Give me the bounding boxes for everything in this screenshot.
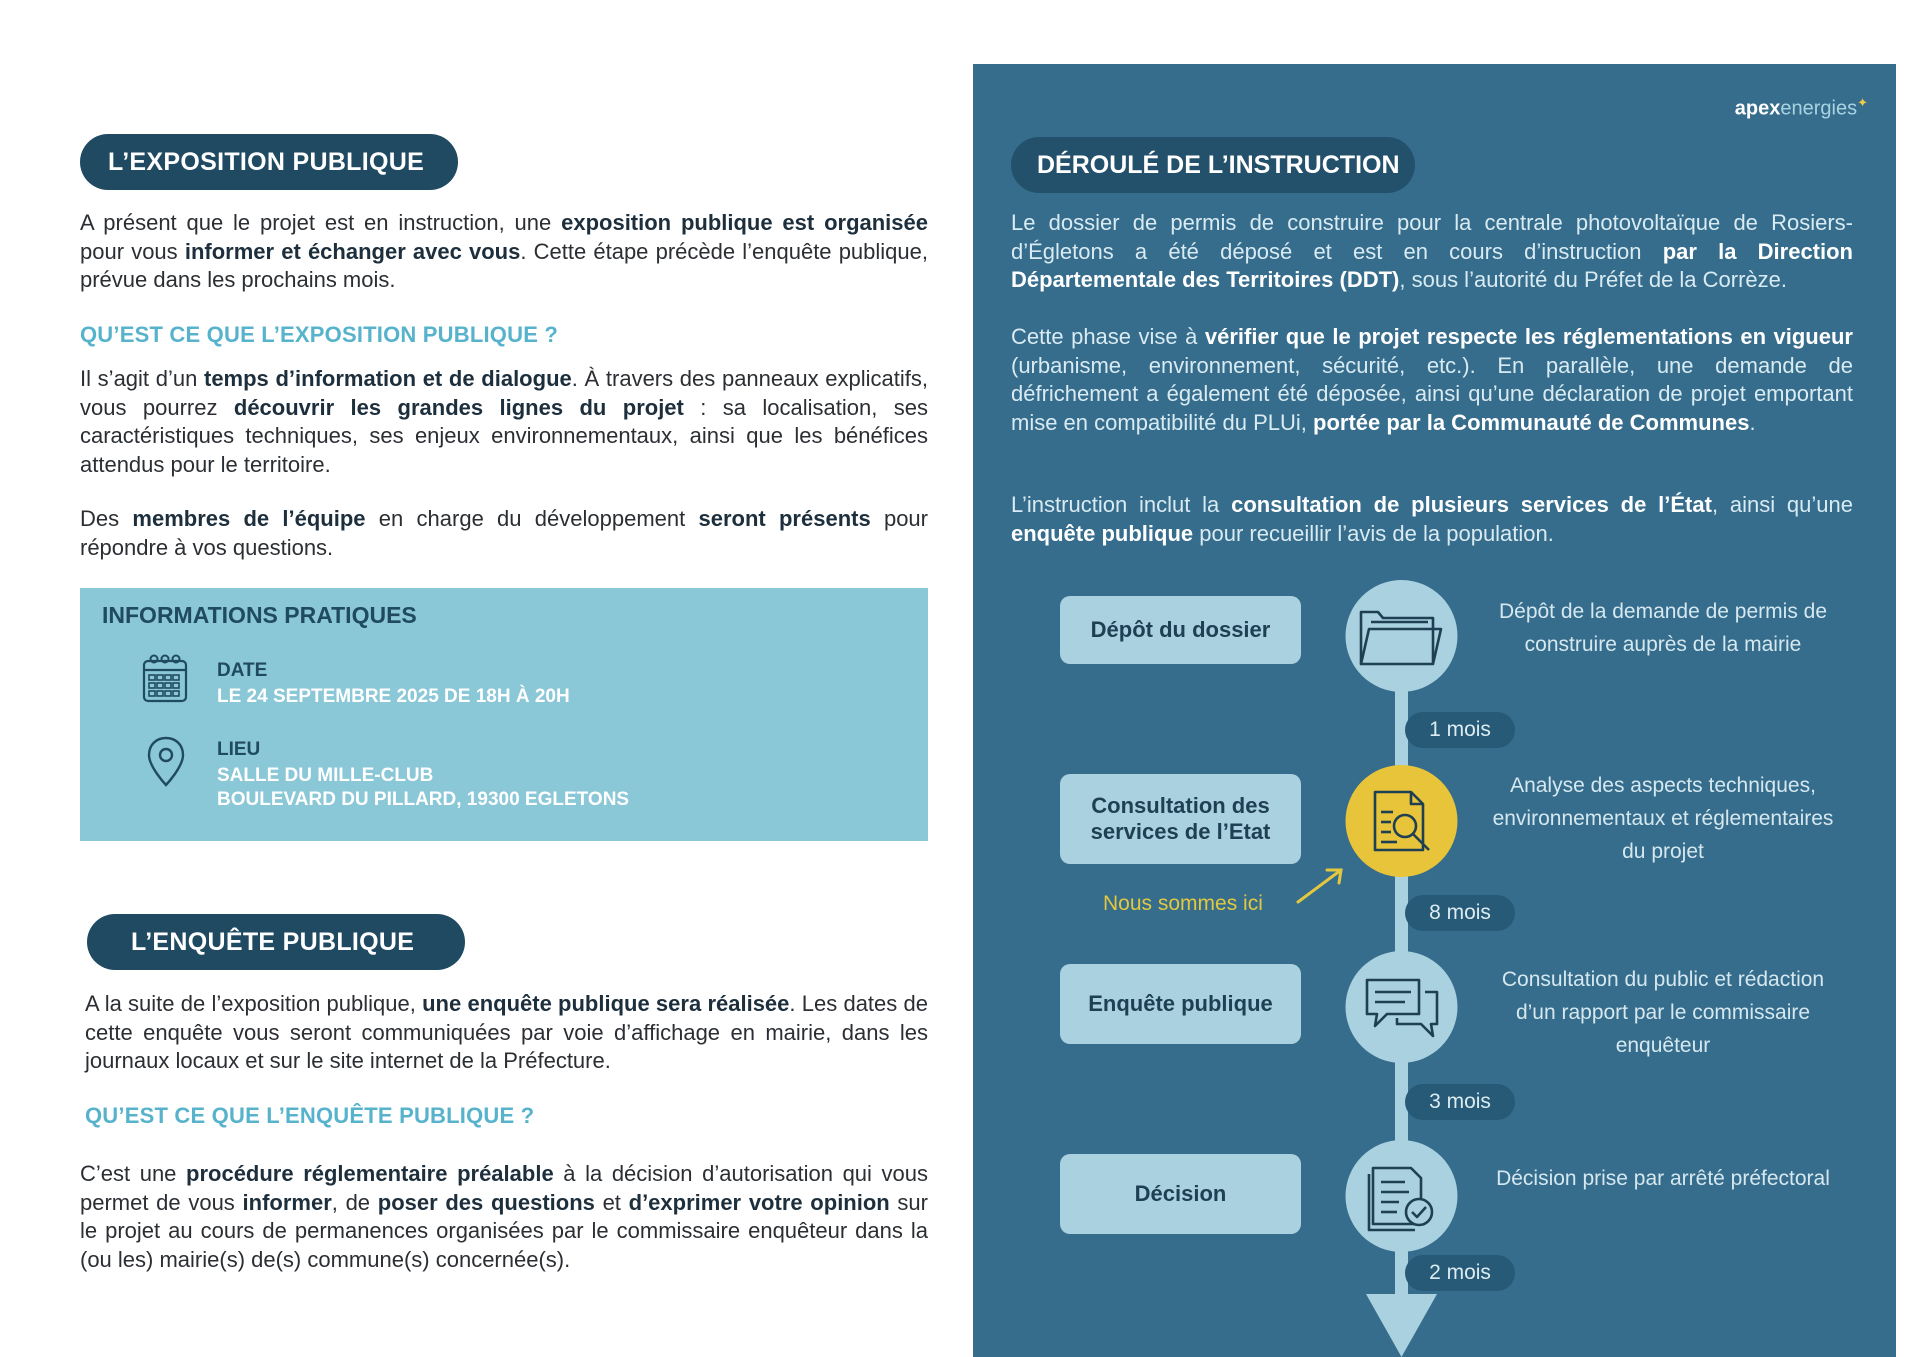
calendar-icon bbox=[142, 653, 188, 703]
enquete-heading: L’ENQUÊTE PUBLIQUE bbox=[87, 914, 465, 970]
apex-energies-logo: apexenergies✦ bbox=[1734, 95, 1868, 120]
step-desc-3: Consultation du public et rédaction d’un rapport par le commissaire enquêteur bbox=[1501, 968, 1825, 1057]
step-circle-4 bbox=[1346, 1140, 1458, 1252]
duration-badge-3: 3 mois bbox=[1405, 1084, 1515, 1120]
duration-badge-4: 2 mois bbox=[1405, 1255, 1515, 1291]
step-label-1: Dépôt du dossier bbox=[1060, 596, 1301, 664]
exposition-intro: A présent que le projet est en instruction, une exposition publique est organisée pour vous informer et échanger avec vous. Cette étape précède l’enquête publique, prévue dans les prochains mois. bbox=[80, 210, 928, 292]
enquete-intro: A la suite de l’exposition publique, une enquête publique sera réalisée. Les dates de cette enquête vous seront communiquées par voie d’affichage en mairie, dans les journaux locaux et sur le site internet de la Préfecture. bbox=[85, 991, 928, 1073]
step-desc-1: Dépôt de la demande de permis de construire auprès de la mairie bbox=[1498, 600, 1828, 656]
date-label: DATE bbox=[217, 660, 268, 681]
instruction-para-1: Le dossier de permis de construire pour la centrale photovoltaïque de Rosiers-d’Égletons a été déposé et est en cours d’instruction par la Direction Départementale des Territoires (DDT), sous l’autorité du Préfet de la Corrèze. bbox=[1011, 210, 1853, 292]
instruction-panel bbox=[973, 64, 1896, 1357]
location-pin-icon bbox=[146, 736, 186, 788]
instruction-para-2: Cette phase vise à vérifier que le projet respecte les réglementations en vigueur (urbanisme, environnement, sécurité, etc.). En parallèle, une demande de défrichement a également été déposée, ainsi qu’une déclaration de projet emportant mise en compatibilité du PLUi, portée par la Communauté de Communes. bbox=[1011, 324, 1853, 435]
exposition-heading: L’EXPOSITION PUBLIQUE bbox=[80, 134, 458, 190]
duration-badge-1: 1 mois bbox=[1405, 712, 1515, 748]
enquete-definition: C’est une procédure réglementaire préalable à la décision d’autorisation qui vous permet de vous informer, de poser des questions et d’exprimer votre opinion sur le projet au cours de permanences organisées par le commissaire enquêteur dans la (ou les) mairie(s) de(s) commune(s) concernée(s). bbox=[80, 1161, 928, 1272]
current-step-label: Nous sommes ici bbox=[1103, 892, 1263, 915]
enquete-subheading: QU’EST CE QUE L’ENQUÊTE PUBLIQUE ? bbox=[85, 1103, 535, 1128]
place-line-2: BOULEVARD DU PILLARD, 19300 EGLETONS bbox=[217, 789, 630, 810]
step-desc-2: Analyse des aspects techniques, environnementaux et réglementaires du projet bbox=[1492, 774, 1834, 863]
place-line-1: SALLE DU MILLE-CLUB bbox=[217, 765, 434, 786]
exposition-subheading: QU’EST CE QUE L’EXPOSITION PUBLIQUE ? bbox=[80, 322, 559, 347]
step-circle-2 bbox=[1346, 765, 1458, 877]
step-desc-4: Décision prise par arrêté préfectoral bbox=[1496, 1167, 1830, 1190]
duration-badge-2: 8 mois bbox=[1405, 895, 1515, 931]
step-label-4: Décision bbox=[1060, 1154, 1301, 1234]
instruction-para-3: L’instruction inclut la consultation de plusieurs services de l’État, ainsi qu’une enquête publique pour recueillir l’avis de la population. bbox=[1011, 492, 1853, 546]
instruction-heading: DÉROULÉ DE L’INSTRUCTION bbox=[1011, 137, 1415, 193]
practical-info-title: INFORMATIONS PRATIQUES bbox=[102, 602, 417, 628]
practical-info-box bbox=[80, 588, 928, 841]
exposition-definition: Il s’agit d’un temps d’information et de dialogue. À travers des panneaux explicatifs, vous pourrez découvrir les grandes lignes du projet : sa localisation, ses caractéristiques techniques, ses enjeux environnementaux, ainsi que les bénéfices attendus pour le territoire. bbox=[80, 366, 929, 477]
step-label-3: Enquête publique bbox=[1060, 964, 1301, 1044]
step-circle-3 bbox=[1346, 951, 1458, 1063]
place-label: LIEU bbox=[217, 739, 261, 760]
step-label-2: Consultation des services de l’Etat bbox=[1060, 774, 1301, 864]
exposition-team: Des membres de l’équipe en charge du développement seront présents pour répondre à vos questions. bbox=[80, 506, 928, 560]
arrow-icon bbox=[1298, 870, 1341, 902]
date-value: LE 24 SEPTEMBRE 2025 DE 18H À 20H bbox=[217, 686, 570, 707]
